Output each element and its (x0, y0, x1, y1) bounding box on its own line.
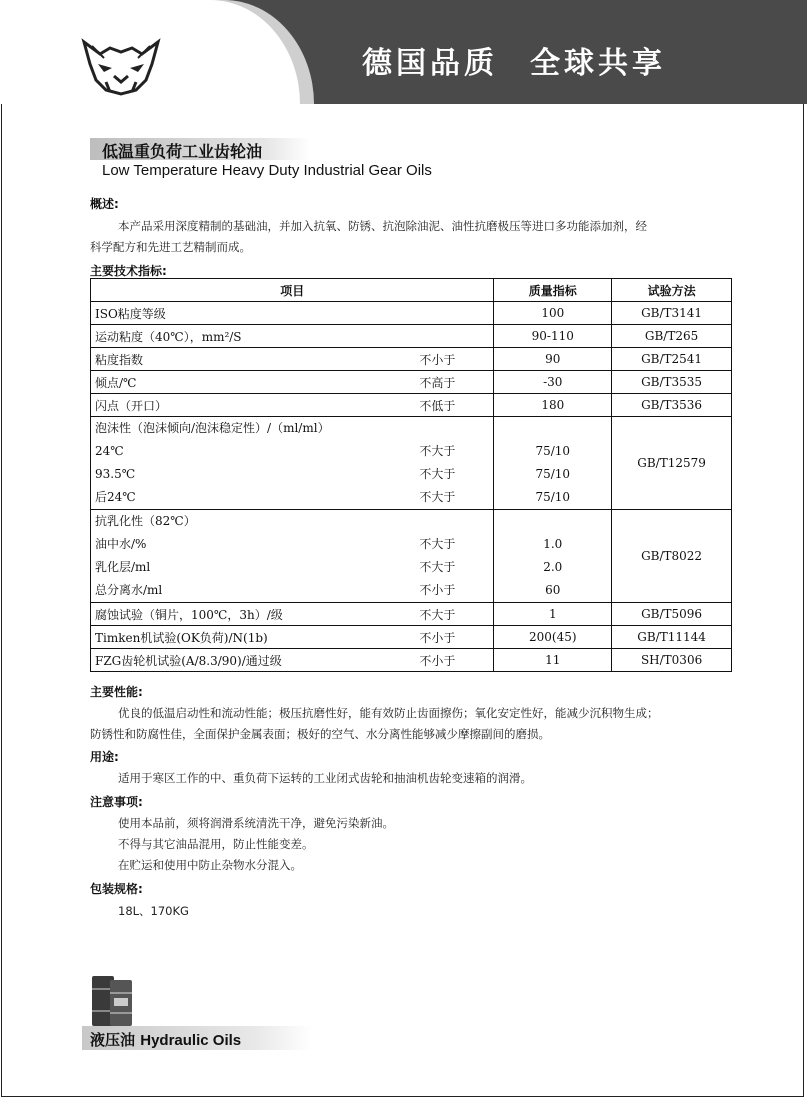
wildcat-logo (80, 36, 162, 96)
row-method: GB/T265 (612, 325, 732, 348)
barrels-image (90, 972, 134, 1028)
row-value: 1 (494, 603, 612, 626)
row-item: 倾点/℃ (95, 375, 137, 390)
row-item: FZG齿轮机试验(A/8.3/90)/通过级 (95, 653, 282, 668)
demuls-value: 2.0 (543, 560, 563, 574)
row-limit: 不小于 (419, 653, 456, 668)
demuls-item: 油中水/% (95, 537, 147, 551)
row-method: GB/T3535 (612, 371, 732, 394)
product-title-cn: 低温重负荷工业齿轮油 (102, 142, 263, 161)
foam-item: 93.5℃ (95, 467, 136, 481)
row-limit: 不高于 (419, 375, 456, 390)
table-row-demulsibility (91, 510, 732, 603)
slogan-right: 全球共享 (530, 46, 666, 81)
row-item: Timken机试验(OK负荷)/N(1b) (95, 630, 268, 645)
product-title-en: Low Temperature Heavy Duty Industrial Gear Oils (102, 162, 432, 179)
row-value: 100 (494, 302, 612, 325)
demuls-limit: 不小于 (419, 583, 456, 597)
slogan-left: 德国品质 (362, 46, 498, 81)
demuls-method: GB/T8022 (612, 510, 732, 603)
row-item: 闪点（开口） (95, 398, 168, 413)
table-row (91, 348, 732, 371)
row-limit: 不小于 (419, 352, 456, 367)
usage-heading: 用途: (90, 750, 119, 764)
performance-line-2: 防锈性和防腐性佳，全面保护金属表面；极好的空气、水分离性能够减少摩擦副间的磨损。 (90, 727, 550, 741)
table-row (91, 325, 732, 348)
demuls-limit: 不大于 (419, 560, 456, 574)
row-method: GB/T3141 (612, 302, 732, 325)
usage-line-1: 适用于寒区工作的中、重负荷下运转的工业闭式齿轮和抽油机齿轮变速箱的润滑。 (118, 771, 532, 785)
row-limit: 不低于 (419, 398, 456, 413)
demuls-value: 1.0 (543, 537, 563, 551)
row-limit: 不大于 (419, 607, 456, 622)
table-row (91, 371, 732, 394)
foam-method: GB/T12579 (612, 417, 732, 510)
row-value: -30 (494, 371, 612, 394)
header-slogan (362, 38, 666, 82)
performance-line-1: 优良的低温启动性和流动性能；极压抗磨性好，能有效防止齿面擦伤；氧化安定性好，能减少沉积物生成； (118, 706, 659, 720)
row-value: 180 (494, 394, 612, 417)
row-limit: 不小于 (419, 630, 456, 645)
row-item: ISO粘度等级 (95, 306, 166, 321)
packaging-value: 18L、170KG (118, 904, 189, 918)
note-item: 使用本品前，须将润滑系统清洗干净，避免污染新油。 (118, 816, 394, 830)
foam-item: 后24℃ (95, 490, 136, 504)
foam-limit: 不大于 (419, 490, 456, 504)
packaging-heading: 包装规格: (90, 882, 143, 896)
foam-item: 24℃ (95, 444, 124, 458)
col-header-item: 项目 (91, 279, 494, 302)
next-product-en: Hydraulic Oils (140, 1032, 242, 1049)
performance-heading: 主要性能: (90, 685, 143, 699)
foam-title: 泡沫性（泡沫倾向/泡沫稳定性）/（ml/ml） (95, 421, 330, 435)
note-item: 在贮运和使用中防止杂物水分混入。 (118, 858, 302, 872)
table-row (91, 626, 732, 649)
row-method: GB/T11144 (612, 626, 732, 649)
row-limit (419, 328, 489, 345)
foam-limit: 不大于 (419, 444, 456, 458)
note-item: 不得与其它油品混用，防止性能变差。 (118, 837, 314, 851)
overview-line-2: 科学配方和先进工艺精制而成。 (90, 240, 251, 254)
row-value: 11 (494, 649, 612, 672)
table-row (91, 603, 732, 626)
next-product-cn: 液压油 (90, 1031, 136, 1049)
table-row-foam (91, 417, 732, 510)
foam-limit: 不大于 (419, 467, 456, 481)
specs-heading: 主要技术指标: (90, 264, 167, 278)
row-item: 运动粘度（40℃），mm²/S (95, 329, 242, 344)
row-value: 90-110 (494, 325, 612, 348)
notes-heading: 注意事项: (90, 795, 143, 809)
row-limit (419, 305, 489, 322)
row-value: 90 (494, 348, 612, 371)
table-row (91, 302, 732, 325)
demuls-title: 抗乳化性（82℃） (95, 514, 196, 528)
specs-header-row (91, 279, 732, 302)
table-row (91, 649, 732, 672)
row-method: GB/T3536 (612, 394, 732, 417)
demuls-item: 乳化层/ml (95, 560, 151, 574)
overview-line-1: 本产品采用深度精制的基础油，并加入抗氧、防锈、抗泡除油泥、油性抗磨极压等进口多功能添加剂，经 (118, 219, 647, 233)
col-header-value: 质量指标 (494, 279, 612, 302)
row-item: 腐蚀试验（铜片，100℃，3h）/级 (95, 607, 283, 622)
overview-heading: 概述: (90, 197, 119, 211)
table-row (91, 394, 732, 417)
row-method: GB/T5096 (612, 603, 732, 626)
row-method: GB/T2541 (612, 348, 732, 371)
specs-table (90, 278, 732, 672)
demuls-item: 总分离水/ml (95, 583, 163, 597)
demuls-limit: 不大于 (419, 537, 456, 551)
foam-value: 75/10 (535, 490, 571, 504)
col-header-method: 试验方法 (612, 279, 732, 302)
foam-value: 75/10 (535, 467, 571, 481)
foam-value: 75/10 (535, 444, 571, 458)
row-item: 粘度指数 (95, 352, 144, 367)
header-banner (0, 0, 807, 104)
row-value: 200(45) (494, 626, 612, 649)
next-product-title (90, 1029, 241, 1050)
demuls-value: 60 (545, 583, 561, 597)
row-method: SH/T0306 (612, 649, 732, 672)
